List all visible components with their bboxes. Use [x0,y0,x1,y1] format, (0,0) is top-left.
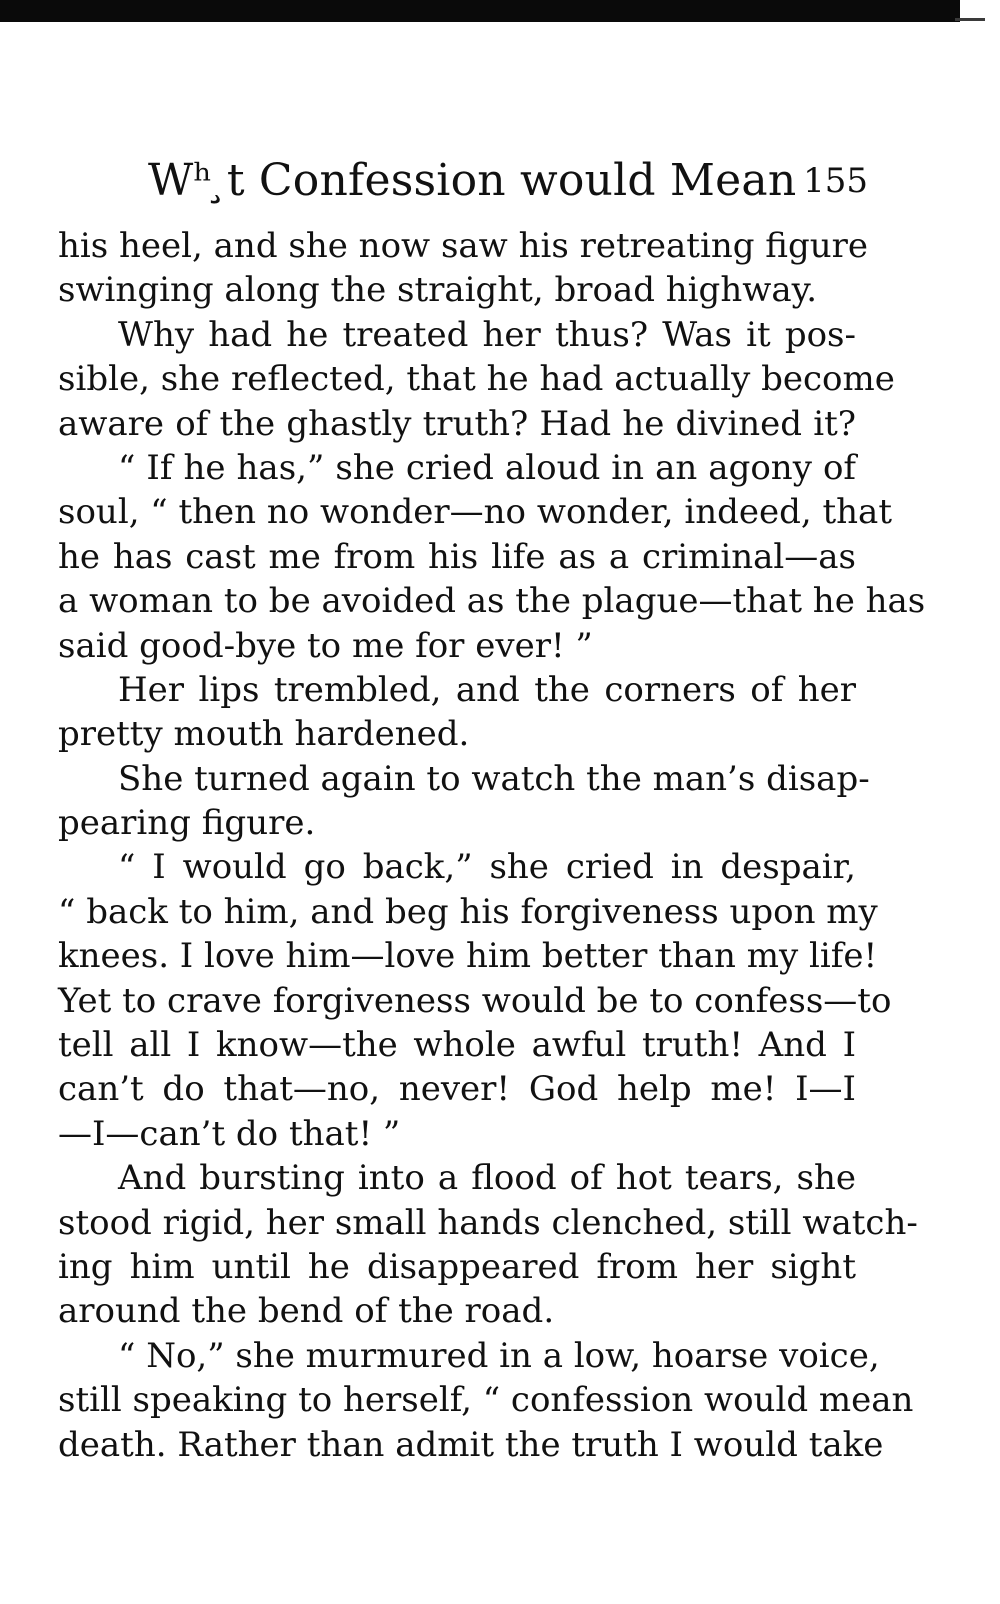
text-line: a woman to be avoided as the plague—that he has [58,581,926,622]
text-line: sible, she reflected, that he had actually become [58,359,895,400]
text-line: stood rigid, her small hands clenched, still watch- [58,1202,918,1243]
text-line: “ No,” she murmured in a low, hoarse voice, [118,1335,880,1376]
scan-top-border [0,0,960,22]
text-line: said good-bye to me for ever! ” [58,625,593,666]
text-line: around the bend of the road. [58,1291,555,1332]
text-line: tell all I know—the whole awful truth! And I [58,1025,856,1066]
scan-border-tail [955,18,985,21]
text-line: death. Rather than admit the truth I would take [58,1424,884,1465]
text-line: Her lips trembled, and the corners of her [118,669,856,710]
text-line: knees. I love him—love him better than my life! [58,936,878,977]
text-line: “ back to him, and beg his forgiveness upon my [58,891,878,932]
text-line: can’t do that—no, never! God help me! I—I [58,1069,856,1110]
text-line: ing him until he disappeared from her sight [58,1246,856,1287]
text-line: swinging along the straight, broad highway. [58,270,818,311]
text-line: soul, “ then no wonder—no wonder, indeed, that [58,492,892,533]
text-line: he has cast me from his life as a criminal—as [58,536,856,577]
text-line: still speaking to herself, “ confession would mean [58,1380,914,1421]
text-line: pretty mouth hardened. [58,714,470,755]
text-line: his heel, and she now saw his retreating figure [58,226,869,266]
running-title: Wʰ ̧t Confession would Mean [148,155,797,206]
running-head [148,148,868,214]
text-line: “ If he has,” she cried aloud in an agony of [118,447,856,488]
text-line: And bursting into a flood of hot tears, she [118,1158,856,1199]
text-line: She turned again to watch the man’s disap- [118,758,870,799]
text-line: pearing figure. [58,803,316,844]
text-line: —I—can’t do that! ” [58,1113,401,1154]
text-line: “ I would go back,” she cried in despair, [118,847,856,888]
page-number: 155 [803,161,868,201]
text-line: Why had he treated her thus? Was it pos- [118,314,856,355]
text-line: aware of the ghastly truth? Had he divined it? [58,403,856,444]
text-line: Yet to crave forgiveness would be to confess—to [58,980,892,1021]
body-text [58,224,926,1467]
